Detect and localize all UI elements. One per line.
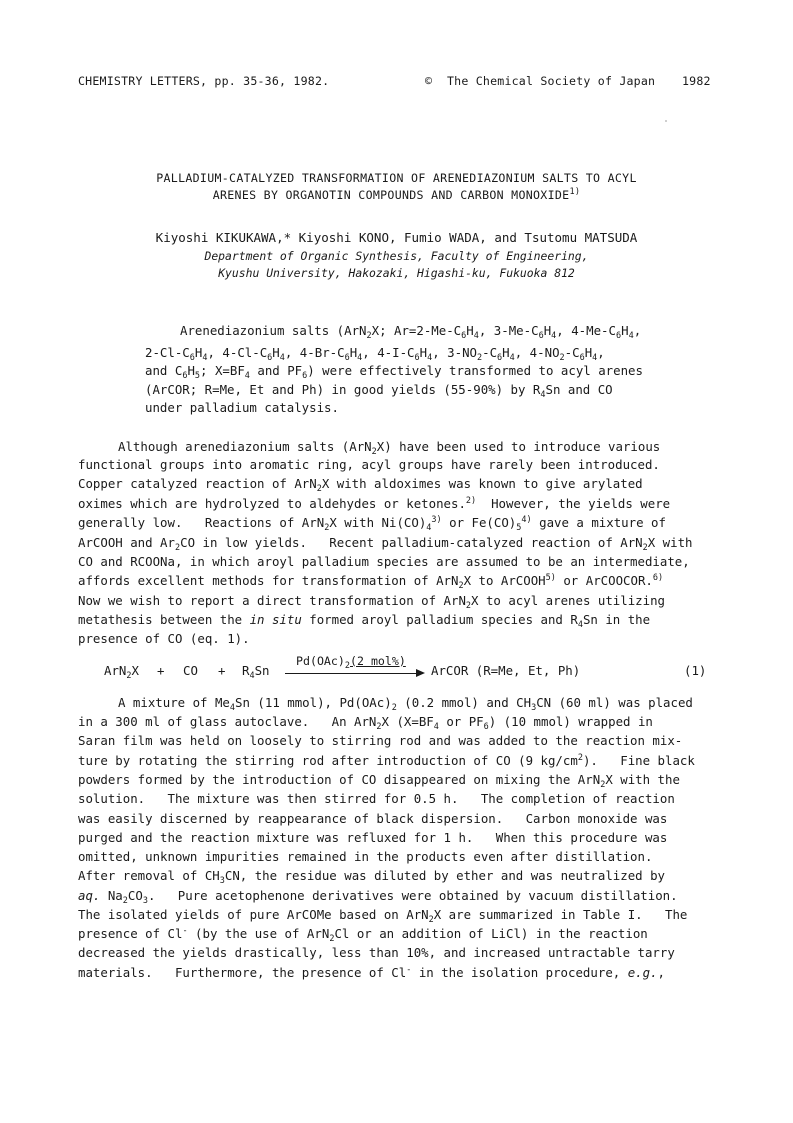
affiliation-line-1: Department of Organic Synthesis, Faculty of Engineering, (204, 249, 589, 263)
body-line: purged and the reaction mixture was refluxed for 1 h. When this procedure was (78, 830, 668, 845)
copyright-icon: © (425, 74, 433, 88)
title-line-2-text: ARENES BY ORGANOTIN COMPOUNDS AND CARBON MONOXIDE (212, 188, 570, 202)
eq-conditions: $Pd(OAc)_2(2$ mol%) (296, 654, 406, 671)
body-line: CO and RCOONa, in which aroyl palladium species are assumed to be an intermediate, (78, 554, 690, 569)
body-line: oximes which are hydrolyzed to aldehydes or ketones.$^{2)}$ However, the yields were (78, 496, 671, 511)
scan-speck (665, 120, 667, 122)
body-line: omitted, unknown impurities remained in the products even after distillation. (78, 849, 653, 864)
body-line: Now we wish to report a direct transformation of ArN$_2$X to acyl arenes utilizing (78, 593, 666, 611)
body-line: The isolated yields of pure ArCOMe based on ArN$_2$X are summarized in Table I. The (78, 907, 688, 925)
abstract-line: (ArCOR; R=Me, Et and Ph) in good yields (55-90%) by $R_4Sn$ and CO (145, 382, 613, 400)
body-line: presence of CO (eq. 1). (78, 631, 250, 646)
eq-reactant-co: CO (183, 663, 198, 678)
author-list: Kiyoshi KIKUKAWA,* Kiyoshi KONO, Fumio WADA, and Tsutomu MATSUDA (155, 230, 638, 245)
body-line: metathesis between the in situ formed aroyl palladium species and $R_4Sn$ in the (78, 612, 651, 630)
reaction-arrow-icon (285, 673, 423, 674)
eq-plus: + (218, 663, 226, 678)
body-line: affords excellent methods for transformation of ArN$_2$X to ArCOOH$^{5)}$ or ArCOOCOR.$^{6)}$ (78, 573, 664, 591)
body-line: in a 300 ml of glass autoclave. An ArN$_2$X ($X=BF_4$ or $PF_6$) (10 mmol) wrapped in (78, 714, 653, 732)
body-line: decreased the yields drastically, less than 10%, and increased untractable tarry (78, 945, 675, 960)
body-line: solution. The mixture was then stirred for 0.5 h. The completion of reaction (78, 791, 675, 806)
body-line: presence of Cl- (by the use of ArN$_2$Cl or an addition of LiCl) in the reaction (78, 926, 648, 944)
paper-title-line-1: PALLADIUM-CATALYZED TRANSFORMATION OF ARENEDIAZONIUM SALTS TO ACYL (156, 171, 637, 185)
body-line: aq. $Na_2CO_3$. Pure acetophenone derivatives were obtained by vacuum distillation. (78, 888, 678, 906)
affiliation-line-2: Kyushu University, Hakozaki, Higashi-ku, Fukuoka 812 (218, 266, 575, 280)
eq-plus: + (157, 663, 165, 678)
abstract-line: under palladium catalysis. (145, 400, 339, 415)
eq-reactant-tin: $R_4Sn$ (242, 663, 270, 681)
body-line: Although arenediazonium salts (ArN$_2$X) have been used to introduce various (118, 439, 661, 457)
body-line: Saran film was held on loosely to stirring rod and was added to the reaction mix- (78, 733, 683, 748)
body-line: powders formed by the introduction of CO disappeared on mixing the ArN$_2$X with the (78, 772, 680, 790)
body-line: materials. Furthermore, the presence of Cl- in the isolation procedure, e.g., (78, 965, 666, 980)
body-line: ArCOOH and $Ar_2CO$ in low yields. Recent palladium-catalyzed reaction of ArN$_2$X with (78, 535, 693, 553)
title-footnote-ref: 1) (569, 187, 581, 197)
header-year: 1982 (682, 74, 711, 88)
eq-number: (1) (684, 663, 707, 678)
body-line: After removal of $CH_3CN$, the residue was diluted by ether and was neutralized by (78, 868, 666, 886)
body-line: was easily discerned by reappearance of black dispersion. Carbon monoxide was (78, 811, 668, 826)
journal-citation: CHEMISTRY LETTERS, pp. 35-36, 1982. (78, 74, 330, 88)
abstract-line: Arenediazonium salts (ArN$_2$X; $Ar=2-Me-C_6H_4$, $3-Me-C_6H_4$, $4-Me-C_6H_4$, (180, 323, 642, 341)
abstract-line: and $C_6H_5$; $X=BF_4$ and $PF_6$) were effectively transformed to acyl arenes (145, 363, 643, 381)
society-name: The Chemical Society of Japan (447, 74, 656, 88)
eq-reactant-diazonium: ArN$_2$X (104, 663, 139, 681)
body-line: Copper catalyzed reaction of ArN$_2$X with aldoximes was known to give arylated (78, 476, 643, 494)
eq-product: ArCOR (R=Me, Et, Ph) (431, 663, 581, 678)
body-line: A mixture of $Me_4Sn$ (11 mmol), $Pd(OAc)_2$ (0.2 mmol) and $CH_3CN$ (60 ml) was placed (118, 695, 693, 713)
body-line: ture by rotating the stirring rod after introduction of CO (9 $kg/cm^2$). Fine black (78, 753, 695, 768)
body-line: functional groups into aromatic ring, acyl groups have rarely been introduced. (78, 457, 660, 472)
body-line: generally low. Reactions of ArN$_2$X with $Ni(CO)_4^{3)}$ or $Fe(CO)_5^{4)}$ gave a mixture of (78, 515, 666, 533)
abstract-line: $2-Cl-C_6H_4$, $4-Cl-C_6H_4$, $4-Br-C_6H_4$, $4-I-C_6H_4$, $3-NO_2-C_6H_4$, $4-NO_2-C_6H_4$, (145, 345, 605, 363)
paper-title-line-2 (0, 188, 793, 202)
